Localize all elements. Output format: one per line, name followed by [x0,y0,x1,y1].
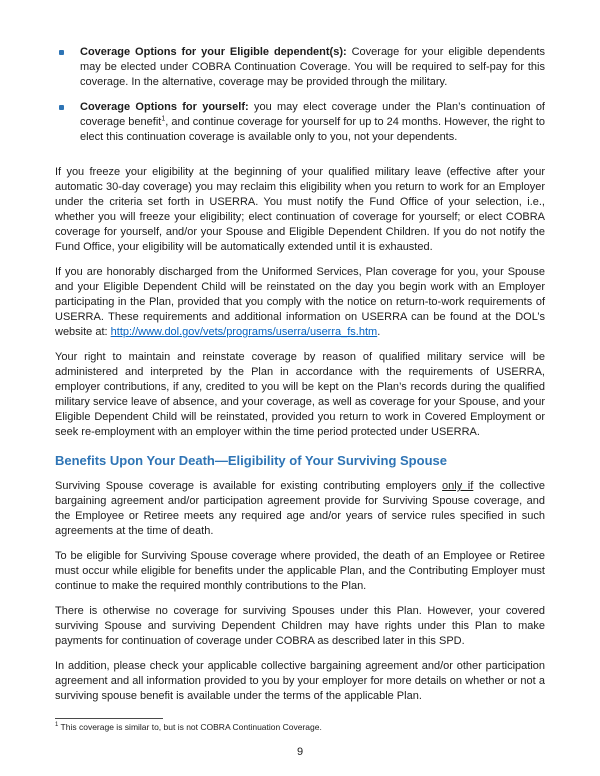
page-footer [55,718,545,758]
footnote-marker: 1 [55,722,59,729]
para-reinstate-coverage: Your right to maintain and reinstate coverage by reason of qualified military service will be administered and interpreted by the Plan in accordance with the requirements of USERRA, employer contributions, if any, credited to you will be kept on the Plan’s records during the qualified military service leave of absence, and your coverage, as well as coverage for your Spouse, and your Eligible Dependent Child will be reinstated, provided you return to work in Covered Employment or seek re-employment with an employer within the time period protected under USERRA. [55,351,545,438]
bullet-item-dependents-text: Coverage Options for your Eligible dependent(s): Coverage for your eligible dependents may be elected under COBRA Continuation Coverage. You will be required to self-pay for this coverage. In the alternative, coverage may be provided through the military. [80,46,545,88]
bullet-bold-lead: Coverage Options for yourself: [80,101,249,113]
para-check-agreements: In addition, please check your applicable collective bargaining agreement and/or other participation agreement and all information provided to you by your employer for more details on whether or not a surviving spouse benefit is available under the terms of the applicable Plan. [55,660,545,702]
bullet-icon [59,50,64,55]
bullet-item-dependents [55,45,545,90]
para-freeze-eligibility: If you freeze your eligibility at the beginning of your qualified military leave (effective after your automatic 30-day coverage) you may reclaim this eligibility when you return to work for an Employer under the criteria set forth in USERRA. You must notify the Fund Office of your selection, i.e., whether you will freeze your eligibility; elect continuation of coverage for yourself; or elect COBRA coverage for yourself, and/or your Spouse and Eligible Dependent Children. If you do not notify the Fund Office, your eligibility will be automatically extended until it is exhausted. [55,166,545,253]
page-number: 9 [296,746,304,758]
section-heading-surviving-spouse: Benefits Upon Your Death—Eligibility of Your Surviving Spouse [55,453,447,468]
coverage-options-list [55,45,545,155]
bullet-icon [59,105,64,110]
para-no-other-coverage: There is otherwise no coverage for surviving Spouses under this Plan. However, your covered surviving Spouse and surviving Dependent Children may have rights under this Plan to make payments for continuation of coverage under COBRA as described later in this SPD. [55,605,545,647]
para-surviving-spouse-eligibility: To be eligible for Surviving Spouse coverage where provided, the death of an Employee or Retiree must occur while eligible for benefits under the applicable Plan, and the Contributing Employer must continue to make the required monthly contributions to the Plan. [55,550,545,592]
underlined-phrase: only if [442,480,474,492]
bullet-bold-lead: Coverage Options for your Eligible dependent(s): [80,46,347,58]
para-honorable-discharge: If you are honorably discharged from the Uniformed Services, Plan coverage for you, your Spouse and your Eligible Dependent Child will be reinstated on the day you begin work with an Employer participating in the Plan, provided that you comply with the notice on return-to-work requirements of USERRA. These requirements and additional information on USERRA can be found at the DOL’s website at: http://www.dol.gov/vets/programs/userra/userra_fs.htm. [55,266,545,338]
footnote-separator [55,718,163,719]
bullet-item-yourself-text: Coverage Options for yourself: you may elect coverage under the Plan’s continuation of coverage benefit$^1$, and continue coverage for yourself for up to 24 months. However, the right to elect this continuation coverage is available only to you, not your dependents. [80,101,545,143]
footnote-reference: 1 [161,115,166,123]
para-surviving-spouse-availability: Surviving Spouse coverage is available for existing contributing employers only if the collective bargaining agreement and/or participation agreement provide for Surviving Spouse coverage, and the Employee or Retiree meets any required age and/or years of service rules specified in such agreements at the time of death. [55,480,545,537]
userra-link[interactable]: http://www.dol.gov/vets/programs/userra/userra_fs.htm [110,326,378,338]
footnote: $^1$ This coverage is similar to, but is not COBRA Continuation Coverage. [55,722,322,732]
bullet-item-yourself [55,100,545,145]
